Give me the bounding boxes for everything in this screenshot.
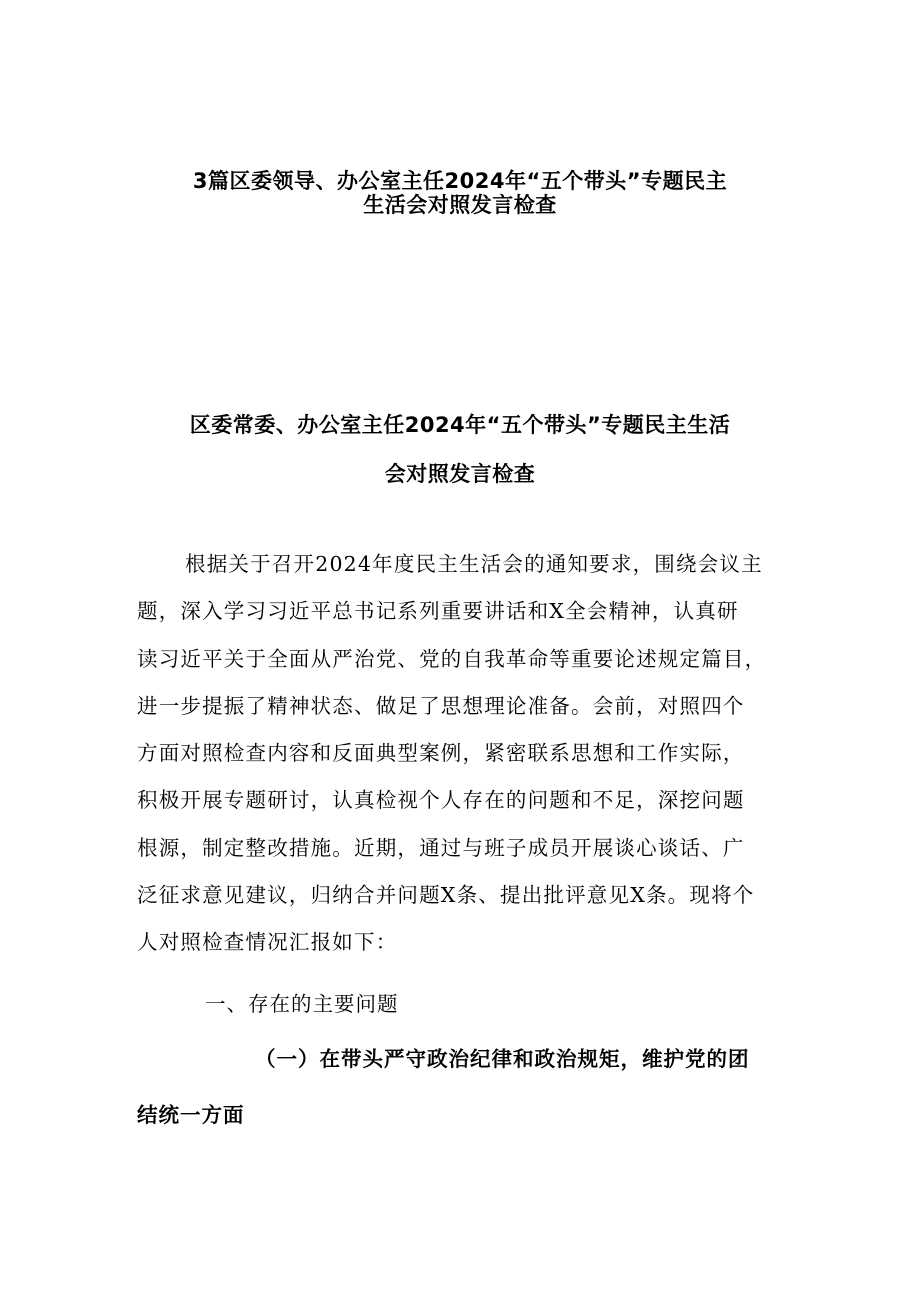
subsection-heading	[137, 1031, 787, 1143]
paragraph-line: 根据关于召开2024年度民主生活会的通知要求，围绕会议主	[185, 552, 763, 576]
paragraph-line: 积极开展专题研讨，认真检视个人存在的问题和不足，深挖问题	[137, 788, 745, 813]
paragraph-line: 根源，制定整改措施。近期，通过与班子成员开展谈心谈话、广	[137, 835, 745, 860]
main-title-line-2: 生活会对照发言检查	[363, 193, 557, 217]
sub-title-line-2: 会对照发言检查	[384, 462, 536, 486]
subsection-heading-line-1: （一）在带头严守政治纪律和政治规矩，维护党的团	[255, 1047, 750, 1071]
intro-paragraph	[137, 541, 787, 967]
paragraph-line: 泛征求意见建议，归纳合并问题X条、提出批评意见X条。现将个	[137, 883, 755, 908]
paragraph-line: 读习近平关于全面从严治党、党的自我革命等重要论述规定篇目，	[137, 646, 767, 671]
paragraph-line: 进一步提振了精神状态、做足了思想理论准备。会前，对照四个	[137, 693, 745, 718]
paragraph-line: 方面对照检查内容和反面典型案例，紧密联系思想和工作实际，	[137, 741, 745, 766]
section-heading: 一、存在的主要问题	[205, 992, 399, 1016]
paragraph-line: 人对照检查情况汇报如下：	[137, 930, 398, 955]
paragraph-line: 题，深入学习习近平总书记系列重要讲话和X全会精神，认真研	[137, 599, 739, 624]
sub-title-line-1: 区委常委、办公室主任2024年“五个带头”专题民主生活	[189, 413, 731, 437]
main-title-line-1: 3篇区委领导、办公室主任2024年“五个带头”专题民主	[192, 169, 728, 193]
subsection-heading-line-2: 结统一方面	[137, 1103, 245, 1127]
